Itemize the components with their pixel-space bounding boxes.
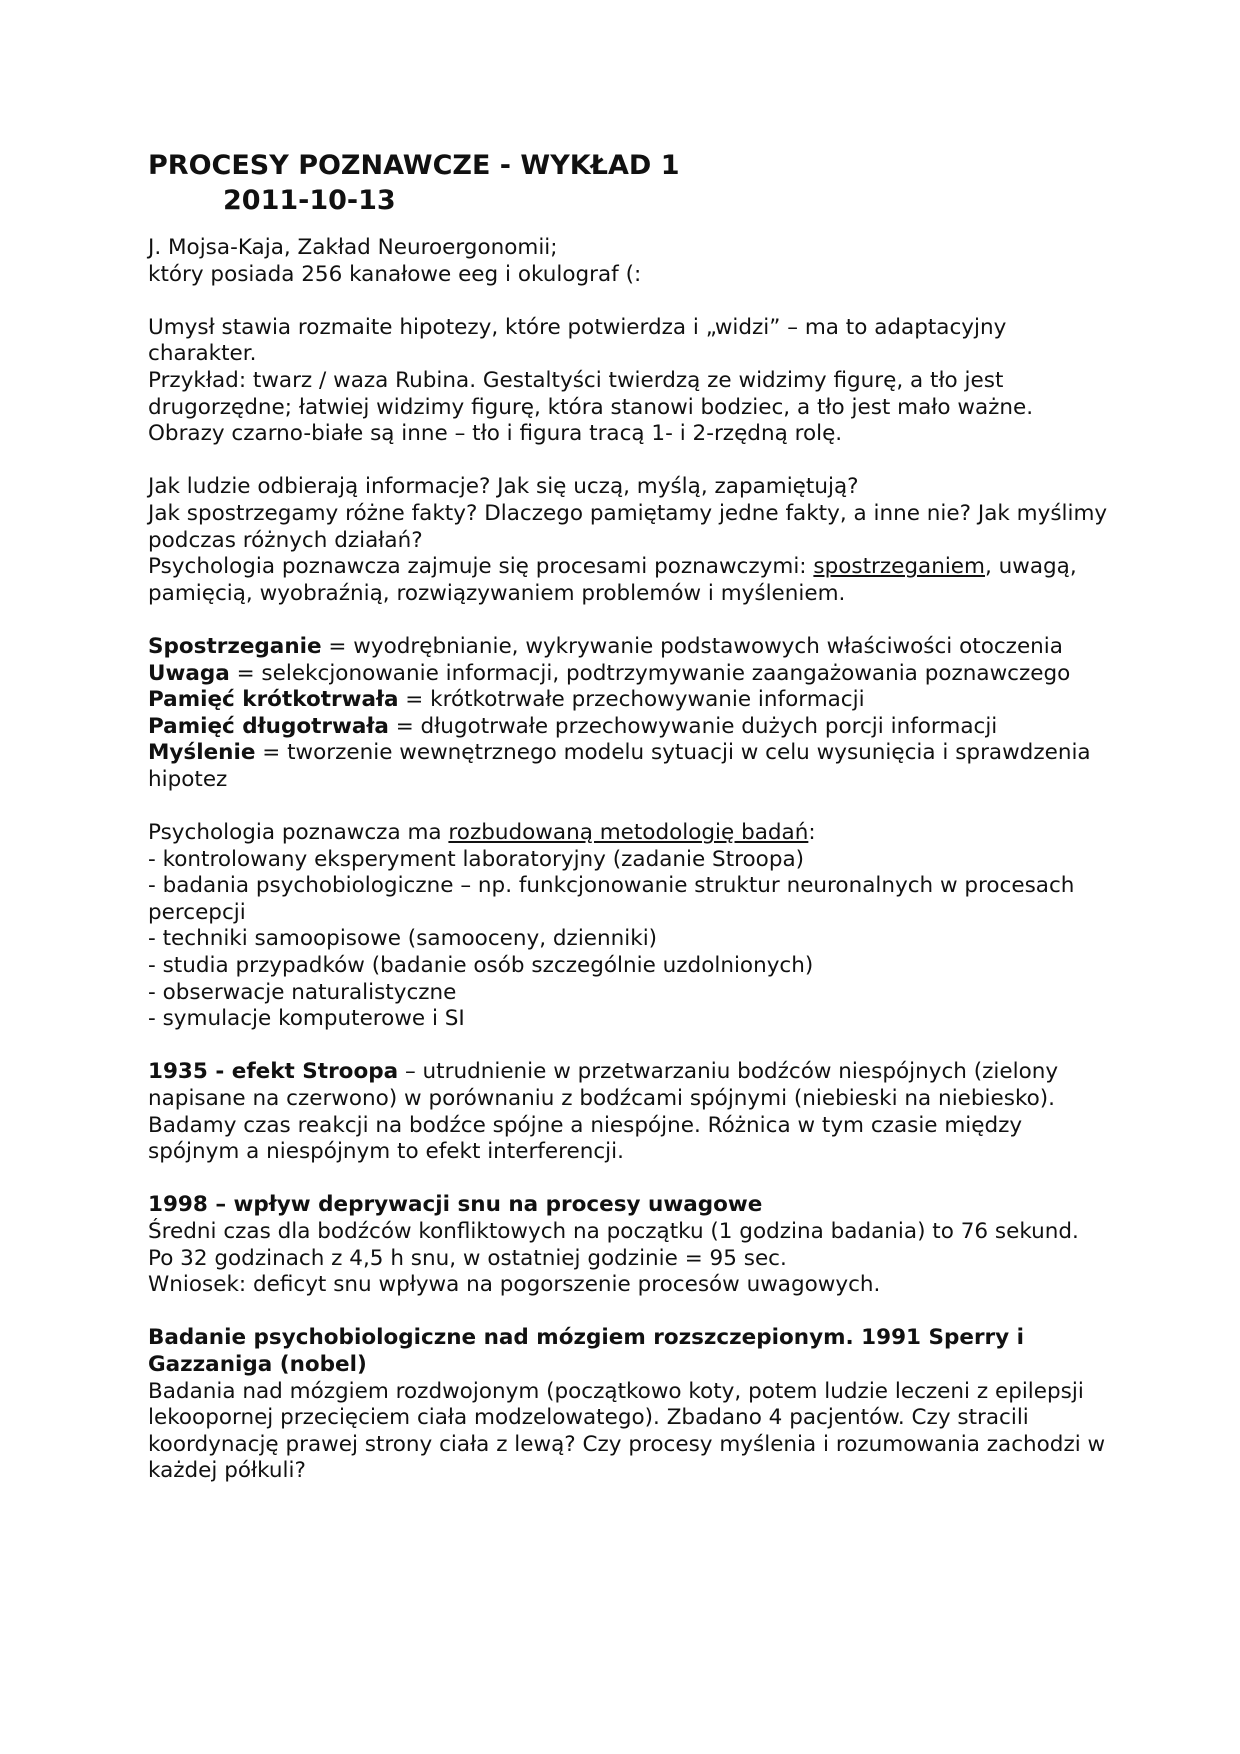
- methodology-item: - badania psychobiologiczne – np. funkcjonowanie struktur neuronalnych w procesach percepcji: [148, 873, 1075, 925]
- document-date: 2011-10-13: [223, 185, 396, 216]
- methodology-item: - symulacje komputerowe i SI: [148, 1006, 465, 1032]
- question-1: Jak ludzie odbierają informacje? Jak się uczą, myślą, zapamiętują?: [148, 474, 859, 500]
- definition-item: Pamięć długotrwała = długotrwałe przechowywanie dużych porcji informacji: [148, 713, 998, 739]
- sleep-heading: 1998 – wpływ deprywacji snu na procesy uwagowe: [148, 1192, 763, 1218]
- rubin-example: Przykład: twarz / waza Rubina. Gestaltyści twierdzą ze widzimy figurę, a tło jest drugorzędne; łatwiej widzimy figurę, która stanowi bodziec, a tło jest mało ważne.: [148, 367, 1034, 420]
- hypotheses-paragraph: Umysł stawia rozmaite hipotezy, które potwierdza i „widzi” – ma to adaptacyjny charakter.: [148, 314, 1007, 367]
- stroop-explanation: Badamy czas reakcji na bodźce spójne a niespójne. Różnica w tym czasie między spójnym a niespójnym to efekt interferencji.: [148, 1112, 1023, 1165]
- question-2: Jak spostrzegamy różne fakty? Dlaczego pamiętamy jedne fakty, a inne nie? Jak myślimy podczas różnych działań?: [148, 500, 1108, 553]
- document-title: PROCESY POZNAWCZE - WYKŁAD 1: [148, 150, 680, 181]
- sleep-conclusion: Wniosek: deficyt snu wpływa na pogorszenie procesów uwagowych.: [148, 1272, 881, 1298]
- black-white-note: Obrazy czarno-białe są inne – tło i figura tracą 1- i 2-rzędną rolę.: [148, 421, 843, 447]
- definition-item: Pamięć krótkotrwała = krótkotrwałe przechowywanie informacji: [148, 687, 865, 713]
- lab-equipment-line: który posiada 256 kanałowe eeg i okulograf (:: [148, 261, 642, 287]
- split-brain-heading: Badanie psychobiologiczne nad mózgiem rozszczepionym. 1991 Sperry i Gazzaniga (nobel): [148, 1325, 1025, 1377]
- author-line: J. Mojsa-Kaja, Zakład Neuroergonomii;: [148, 235, 558, 260]
- definition-item: Myślenie = tworzenie wewnętrznego modelu sytuacji w celu wysunięcia i sprawdzenia hipotez: [148, 740, 1091, 792]
- methodology-item: - kontrolowany eksperyment laboratoryjny (zadanie Stroopa): [148, 846, 805, 872]
- methodology-item: - studia przypadków (badanie osób szczególnie uzdolnionych): [148, 953, 814, 979]
- underlined-term: spostrzeganiem: [813, 554, 985, 580]
- stroop-paragraph: 1935 - efekt Stroopa – utrudnienie w przetwarzaniu bodźców niespójnych (zielony napisane na czerwono) w porównaniu z bodźcami spójnymi (niebieski na niebiesko).: [148, 1059, 1059, 1111]
- methodology-item: - obserwacje naturalistyczne: [148, 979, 457, 1005]
- stroop-heading: 1935 - efekt Stroopa: [148, 1059, 399, 1085]
- underlined-term: rozbudowaną metodologię badań: [448, 820, 809, 846]
- methodology-item: - techniki samoopisowe (samooceny, dzienniki): [148, 926, 658, 952]
- split-brain-text: Badania nad mózgiem rozdwojonym (początkowo koty, potem ludzie leczeni z epilepsji lekoopornej przecięciem ciała modzelowatego). Zbadano 4 pacjentów. Czy stracili koordynację prawej strony ciała z lewą? Czy procesy myślenia i rozumowania zachodzi w każdej półkuli?: [148, 1378, 1106, 1484]
- definition-item: Spostrzeganie = wyodrębnianie, wykrywanie podstawowych właściwości otoczenia: [148, 633, 1063, 659]
- document-page: [148, 148, 1108, 1485]
- methodology-intro: Psychologia poznawcza ma rozbudowaną metodologię badań:: [148, 820, 816, 846]
- definition-item: Uwaga = selekcjonowanie informacji, podtrzymywanie zaangażowania poznawczego: [148, 660, 1071, 686]
- document-body: [148, 235, 1108, 1485]
- cognitive-psychology-scope: Psychologia poznawcza zajmuje się procesami poznawczymi: spostrzeganiem, uwagą, pamięcią, wyobraźnią, rozwiązywaniem problemów i myśleniem.: [148, 554, 1077, 606]
- sleep-result: Średni czas dla bodźców konfliktowych na początku (1 godzina badania) to 76 sekund. Po 32 godzinach z 4,5 h snu, w ostatniej godzinie = 95 sec.: [148, 1218, 1079, 1271]
